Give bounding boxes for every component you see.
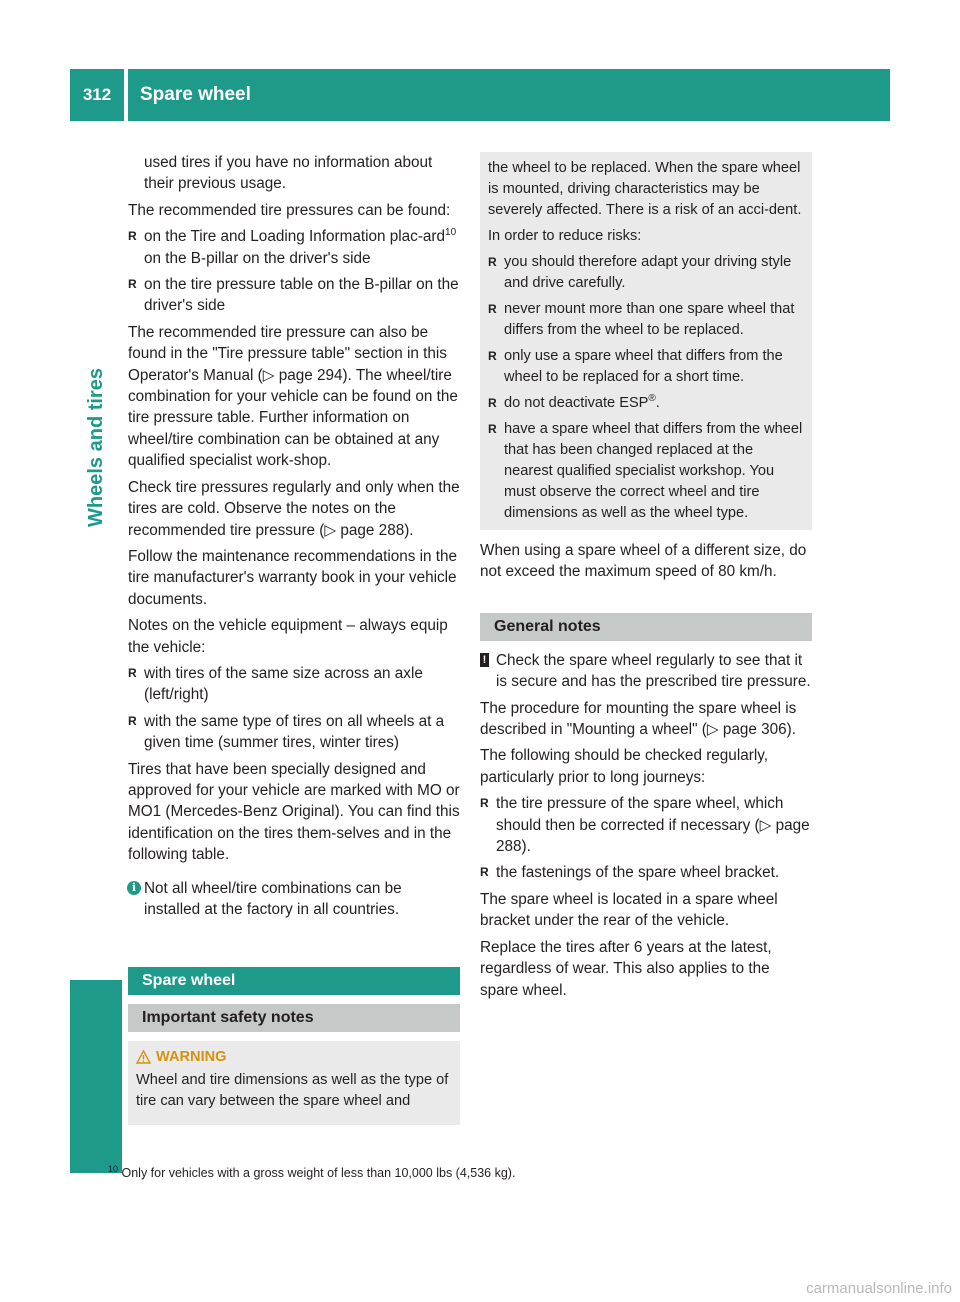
- warning-bullet: [488, 252, 804, 294]
- bullet-text: on the B-pillar on the driver's side: [144, 249, 371, 267]
- paragraph: The recommended tire pressures can be found:: [128, 201, 451, 219]
- bullet-mark: R: [488, 302, 497, 316]
- warning-text: the wheel to be replaced. When the spare wheel is mounted, driving characteristics may be severely affected. There is a risk of an acci-dent.: [488, 160, 802, 218]
- paragraph: Follow the maintenance recommendations in the tire manufacturer's warranty book in your vehicle documents.: [128, 547, 458, 608]
- paragraph: The procedure for mounting the spare wheel is described in "Mounting a wheel" (▷ page 306).: [480, 699, 797, 739]
- warning-bullet: [488, 393, 804, 414]
- paragraph: When using a spare wheel of a different size, do not exceed the maximum speed of 80 km/h.: [480, 542, 807, 581]
- continued-paragraph: used tires if you have no information about their previous usage.: [144, 154, 433, 193]
- bullet-mark: R: [128, 277, 137, 292]
- footnote-text: Only for vehicles with a gross weight of less than 10,000 lbs (4,536 kg).: [118, 1166, 516, 1180]
- bullet-text: never mount more than one spare wheel that differs from the wheel to be replaced.: [504, 301, 795, 338]
- side-section-label-text: Wheels and tires: [84, 368, 107, 527]
- warning-title-text: WARNING: [156, 1049, 227, 1066]
- caution-note: [480, 650, 812, 693]
- bullet-mark: R: [488, 349, 497, 363]
- exclamation-icon: !: [480, 653, 489, 667]
- paragraph: The following should be checked regularly, particularly prior to long journeys:: [480, 747, 768, 786]
- footnote: [108, 1163, 808, 1180]
- left-column: [128, 152, 460, 1125]
- info-note: [128, 878, 460, 921]
- paragraph: Tires that have been specially designed and approved for your vehicle are marked with MO or MO1 (Mercedes-Benz Original). You can find this identification on the tires them-selves and in the following table.: [128, 760, 460, 864]
- bullet-item: [128, 226, 460, 269]
- bullet-item: [480, 862, 812, 883]
- paragraph: The spare wheel is located in a spare wheel bracket under the rear of the vehicle.: [480, 890, 778, 930]
- subheading: Important safety notes: [128, 1004, 460, 1032]
- bullet-mark: R: [128, 713, 137, 728]
- bullet-mark: R: [488, 396, 497, 410]
- registered-mark: ®: [648, 393, 656, 405]
- warning-bullet: [488, 346, 804, 388]
- bullet-item: [480, 793, 812, 857]
- section-heading: Spare wheel: [128, 967, 460, 995]
- bullet-text: the tire pressure of the spare wheel, which should then be corrected if necessary (▷ page 288).: [496, 795, 810, 856]
- bullet-text: .: [655, 395, 660, 411]
- bullet-text: with tires of the same size across an axle (left/right): [144, 664, 423, 704]
- bullet-text: only use a spare wheel that differs from the wheel to be replaced for a short time.: [504, 348, 783, 385]
- bullet-mark: R: [480, 865, 489, 880]
- footnote-ref: 10: [445, 227, 457, 239]
- bullet-text: have a spare wheel that differs from the wheel that has been changed replaced at the nearest qualified specialist workshop. You must observe the correct wheel and tire dimensions as well as the wheel type.: [504, 421, 803, 521]
- bullet-text: with the same type of tires on all wheels at a given time (summer tires, winter tires): [144, 712, 445, 752]
- bullet-item: [128, 711, 460, 754]
- side-section-label: [70, 205, 122, 690]
- info-icon: i: [127, 881, 141, 895]
- bullet-mark: R: [488, 422, 497, 436]
- bullet-mark: R: [480, 796, 489, 811]
- warning-triangle-icon: [136, 1050, 151, 1064]
- bullet-text: on the Tire and Loading Information plac-ard: [144, 228, 446, 246]
- warning-text: In order to reduce risks:: [488, 228, 642, 244]
- warning-box-continued: [480, 152, 812, 530]
- paragraph: Notes on the vehicle equipment – always equip the vehicle:: [128, 617, 448, 656]
- page-header-title: Spare wheel: [128, 69, 890, 121]
- info-text: Not all wheel/tire combinations can be installed at the factory in all countries.: [144, 879, 402, 918]
- subheading: General notes: [480, 613, 812, 641]
- bullet-mark: R: [488, 255, 497, 269]
- watermark: carmanualsonline.info: [806, 1280, 952, 1297]
- paragraph: The recommended tire pressure can also be found in the "Tire pressure table" section in this Operator's Manual (▷ page 294). The wheel/tire combination for your vehicle can be found on the tire pressure table. Further information on wheel/tire combination can be obtained at any qualified specialist work-shop.: [128, 323, 458, 470]
- bullet-text: on the tire pressure table on the B-pillar on the driver's side: [144, 276, 459, 315]
- warning-title: [136, 1047, 452, 1068]
- bullet-mark: R: [128, 229, 137, 244]
- warning-bullet: [488, 419, 804, 524]
- side-color-block: [70, 980, 122, 1173]
- warning-bullet: [488, 299, 804, 341]
- warning-box: [128, 1041, 460, 1125]
- bullet-text: do not deactivate ESP: [504, 395, 649, 411]
- footnote-number: 10: [108, 1163, 119, 1174]
- paragraph: Check tire pressures regularly and only when the tires are cold. Observe the notes on the recommended tire pressure (▷ page 288).: [128, 478, 460, 539]
- bullet-item: [128, 663, 460, 706]
- bullet-mark: R: [128, 665, 137, 680]
- caution-text: Check the spare wheel regularly to see that it is secure and has the prescribed tire pressure.: [496, 651, 811, 691]
- warning-text: Wheel and tire dimensions as well as the type of tire can vary between the spare wheel and: [136, 1072, 449, 1110]
- bullet-item: [128, 274, 460, 317]
- bullet-text: you should therefore adapt your driving style and drive carefully.: [504, 254, 792, 291]
- paragraph: Replace the tires after 6 years at the latest, regardless of wear. This also applies to the spare wheel.: [480, 938, 772, 999]
- bullet-text: the fastenings of the spare wheel bracket.: [496, 864, 780, 882]
- right-column: [480, 152, 812, 1006]
- page-number: 312: [70, 69, 124, 121]
